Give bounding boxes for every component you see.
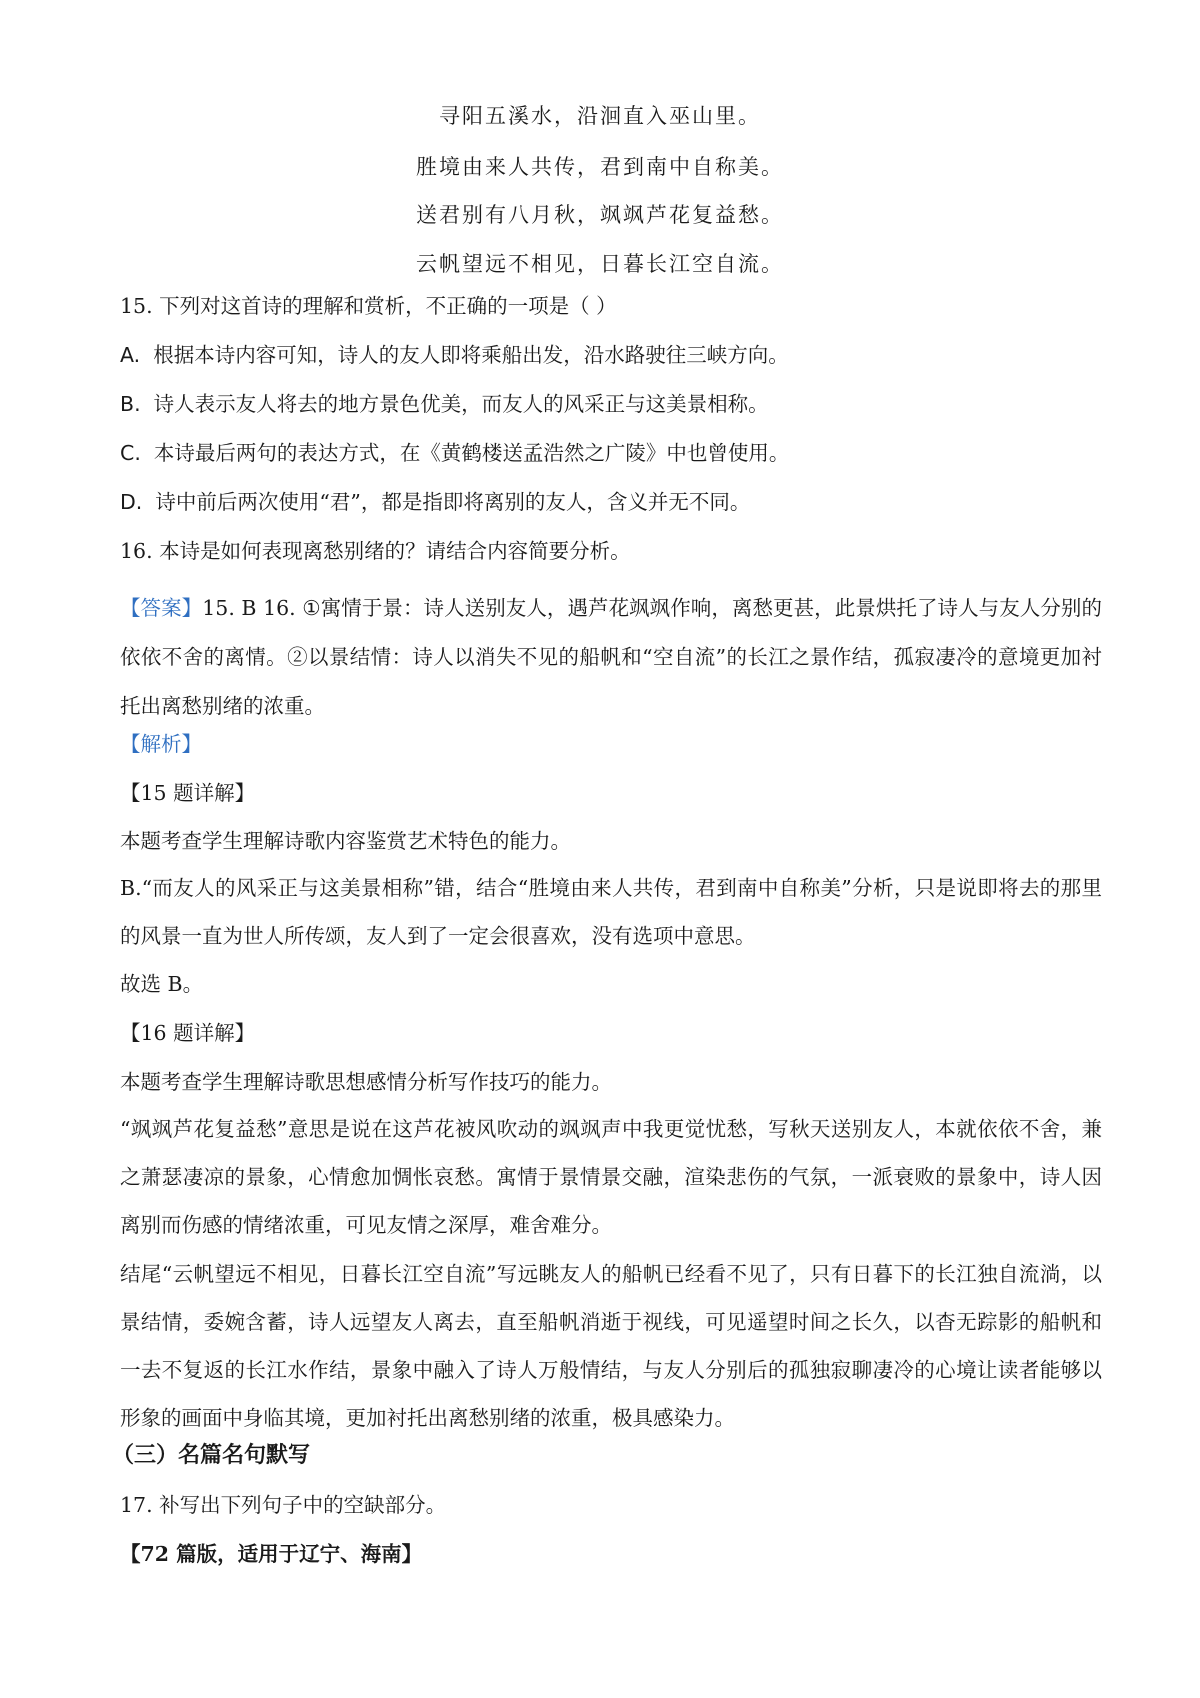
poem-line: 云帆望远不相见，日暮长江空自流。	[416, 252, 784, 276]
poem-line: 胜境由来人共传，君到南中自称美。	[416, 155, 784, 179]
q15-detail-title: 【15 题详解】	[120, 781, 256, 805]
option-a	[120, 341, 1102, 369]
q15-detail-text: 本题考查学生理解诗歌内容鉴赏艺术特色的能力。	[120, 829, 571, 853]
question-17-stem: 17. 补写出下列句子中的空缺部分。	[120, 1493, 447, 1517]
q16-detail-title: 【16 题详解】	[120, 1021, 256, 1045]
answer-text: 15. B 16. ①寓情于景：诗人送别友人，遇芦花飒飒作响，离愁更甚，此景烘托了诗人与友人分别的依依不舍的离情。②以景结情：诗人以消失不见的船帆和“空自流”的长江之景作结，孤寂凄冷的意境更加衬托出离愁别绪的浓重。	[120, 596, 1102, 718]
q15-conclusion: 故选 B。	[120, 972, 204, 996]
analysis-tag: 【解析】	[120, 732, 202, 756]
edition-note: 【72 篇版，适用于辽宁、海南】	[120, 1542, 423, 1566]
question-15-stem: 15. 下列对这首诗的理解和赏析，不正确的一项是（ ）	[120, 294, 617, 318]
q16-detail-text: “飒飒芦花复益愁”意思是说在这芦花被风吹动的飒飒声中我更觉忧愁，写秋天送别友人，本就依依不舍，兼之萧瑟凄凉的景象，心情愈加惆怅哀愁。寓情于景情景交融，渲染悲伤的气氛，一派衰败的景象中，诗人因离别而伤感的情绪浓重，可见友情之深厚，难舍难分。	[120, 1117, 1102, 1237]
option-letter: C.	[120, 441, 141, 465]
answer-block	[120, 584, 1102, 731]
poem-line: 寻阳五溪水，沿洄直入巫山里。	[439, 104, 761, 128]
poem-line: 送君别有八月秋，飒飒芦花复益愁。	[416, 203, 784, 227]
q16-detail-text: 本题考查学生理解诗歌思想感情分析写作技巧的能力。	[120, 1070, 612, 1094]
option-letter: D.	[120, 490, 143, 514]
option-d	[120, 488, 1102, 516]
option-letter: B.	[120, 392, 141, 416]
option-text: 诗人表示友人将去的地方景色优美，而友人的风采正与这美景相称。	[153, 392, 769, 416]
option-text: 本诗最后两句的表达方式，在《黄鹤楼送孟浩然之广陵》中也曾使用。	[153, 441, 790, 465]
option-b	[120, 390, 1102, 418]
option-text: 根据本诗内容可知，诗人的友人即将乘船出发，沿水路驶往三峡方向。	[153, 343, 789, 367]
answer-tag: 【答案】	[120, 596, 203, 620]
q16-detail-text: 结尾“云帆望远不相见，日暮长江空自流”写远眺友人的船帆已经看不见了，只有日暮下的长江独自流淌，以景结情，委婉含蓄，诗人远望友人离去，直至船帆消逝于视线，可见遥望时间之长久，以杳无踪影的船帆和一去不复返的长江水作结，景象中融入了诗人万般情结，与友人分别后的孤独寂聊凄冷的心境让读者能够以形象的画面中身临其境，更加衬托出离愁别绪的浓重，极具感染力。	[120, 1262, 1102, 1430]
section-heading: （三）名篇名句默写	[112, 1443, 311, 1468]
option-c	[120, 439, 1102, 467]
option-text: 诗中前后两次使用“君”，都是指即将离别的友人，含义并无不同。	[155, 490, 751, 514]
question-16-stem: 16. 本诗是如何表现离愁别绪的？请结合内容简要分析。	[120, 539, 631, 563]
q15-detail-text: B.“而友人的风采正与这美景相称”错，结合“胜境由来人共传，君到南中自称美”分析，只是说即将去的那里的风景一直为世人所传颂，友人到了一定会很喜欢，没有选项中意思。	[120, 876, 1102, 948]
option-letter: A.	[120, 343, 141, 367]
